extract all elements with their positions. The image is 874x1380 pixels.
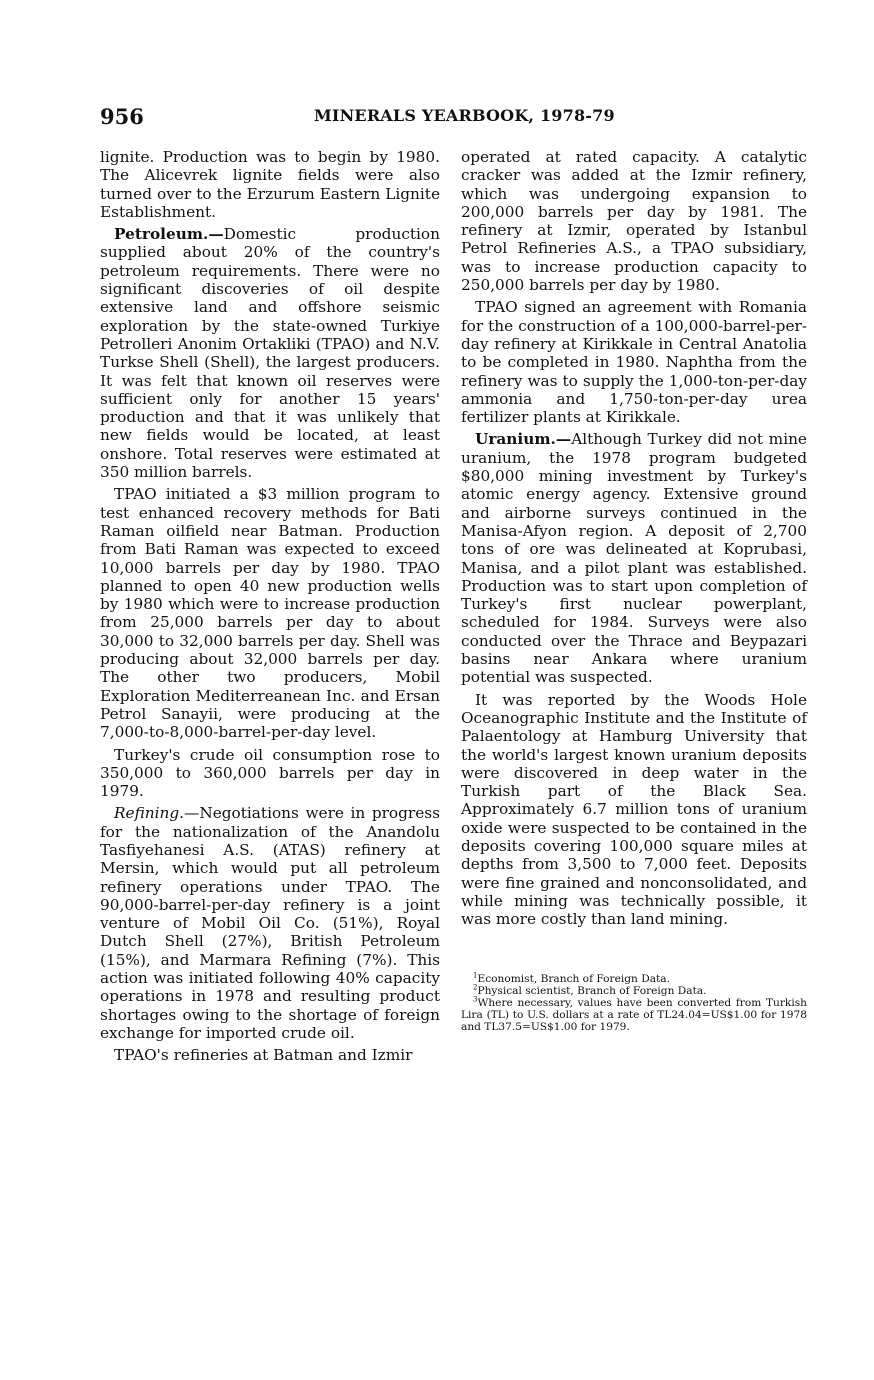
footnote <box>461 997 807 1033</box>
running-title: MINERALS YEARBOOK, 1978-79 <box>314 106 615 125</box>
left-column <box>100 148 440 1069</box>
right-column <box>461 148 807 932</box>
paragraph-text: Negotiations were in progress for the nationalization of the Anandolu Tasfiyehanesi A.S. (ATAS) refinery at Mersin, which would put all petroleum refinery operations under TPAO. The 90,000-barrel-per-day refinery is a joint venture of Mobil Oil Co. (51%), Royal Dutch Shell (27%), British Petroleum (15%), and Marmara Refining (7%). This action was initiated following 40% capacity operations in 1978 and resulting product shortages owing to the shortage of foreign exchange for imported crude oil. <box>100 804 440 1042</box>
paragraph-text: Although Turkey did not mine uranium, the 1978 program budgeted $80,000 mining investment by Turkey's atomic energy agency. Extensive ground and airborne surveys continued in the Manisa-Afyon region. A deposit of 2,700 tons of ore was delineated at Koprubasi, Manisa, and a pilot plant was established. Production was to start upon completion of Turkey's first nuclear powerplant, scheduled for 1984. Surveys were also conducted over the Thrace and Beypazari basins near Ankara where uranium potential was suspected. <box>461 430 807 687</box>
section-heading-petroleum: Petroleum.— <box>114 225 224 244</box>
footnote-mark: 2 <box>473 983 478 992</box>
footnote-mark: 3 <box>473 995 478 1004</box>
footnote <box>461 985 807 997</box>
section-heading-refining: Refining.— <box>114 804 200 823</box>
paragraph-uranium <box>461 430 807 686</box>
paragraph: TPAO's refineries at Batman and Izmir <box>114 1046 413 1065</box>
footnote-mark: 1 <box>473 971 478 980</box>
paragraph: lignite. Production was to begin by 1980. The Alicevrek lignite fields were also turned over to the Erzurum Eastern Lignite Establishment. <box>100 148 440 221</box>
paragraph: Turkey's crude oil consumption rose to 350,000 to 360,000 barrels per day in 1979. <box>100 745 440 801</box>
paragraph: operated at rated capacity. A catalytic cracker was added at the Izmir refinery, which was undergoing expansion to 200,000 barrels per day by 1981. The refinery at Izmir, operated by Istanbul Petrol Refineries A.S., a TPAO subsidiary, was to increase production capacity to 250,000 barrels per day by 1980. <box>461 148 807 295</box>
paragraph-refining <box>100 804 440 1042</box>
footnote-text: Economist, Branch of Foreign Data. <box>477 973 670 985</box>
footnote-text: Where necessary, values have been converted from Turkish Lira (TL) to U.S. dollars at a rate of TL24.04=US$1.00 for 1978 and TL37.5=US$1.00 for 1979. <box>461 997 807 1033</box>
footnote-text: Physical scientist, Branch of Foreign Data. <box>477 985 707 997</box>
paragraph-text: Domestic production supplied about 20% of the country's petroleum requirements. There were no significant discoveries of oil despite extensive land and offshore seismic exploration by the state-owned Turkiye Petrolleri Anonim Ortakliki (TPAO) and N.V. Turkse Shell (Shell), the largest producers. It was felt that known oil reserves were sufficient only for another 15 years' production and that it was unlikely that new fields would be located, at least onshore. Total reserves were estimated at 350 million barrels. <box>100 225 440 482</box>
section-heading-uranium: Uranium.— <box>475 430 572 449</box>
paragraph: TPAO initiated a $3 million program to test enhanced recovery methods for Bati Raman oilfield near Batman. Production from Bati Raman was expected to exceed 10,000 barrels per day by 1980. TPAO planned to open 40 new production wells by 1980 which were to increase production from 25,000 barrels per day to about 30,000 to 32,000 barrels per day. Shell was producing about 32,000 barrels per day. The other two producers, Mobil Exploration Mediterreanean Inc. and Ersan Petrol Sanayii, were producing at the 7,000-to-8,000-barrel-per-day level. <box>100 485 440 742</box>
paragraph-petroleum <box>100 225 440 481</box>
paragraph: TPAO signed an agreement with Romania for the construction of a 100,000-barrel-per-day refinery at Kirikkale in Central Anatolia to be completed in 1980. Naphtha from the refinery was to supply the 1,000-ton-per-day ammonia and 1,750-ton-per-day urea fertilizer plants at Kirikkale. <box>461 298 807 427</box>
page-number: 956 <box>100 104 144 129</box>
footnotes <box>461 973 807 1033</box>
paragraph: It was reported by the Woods Hole Oceanographic Institute and the Institute of Palaentology at Hamburg University that the world's largest known uranium deposits were discovered in deep water in the Turkish part of the Black Sea. Approximately 6.7 million tons of uranium oxide were suspected to be contained in the deposits covering 100,000 square miles at depths from 3,500 to 7,000 feet. Deposits were fine grained and nonconsolidated, and while mining was technically possible, it was more costly than land mining. <box>461 690 807 929</box>
footnote <box>461 973 807 985</box>
page-header <box>100 104 810 130</box>
